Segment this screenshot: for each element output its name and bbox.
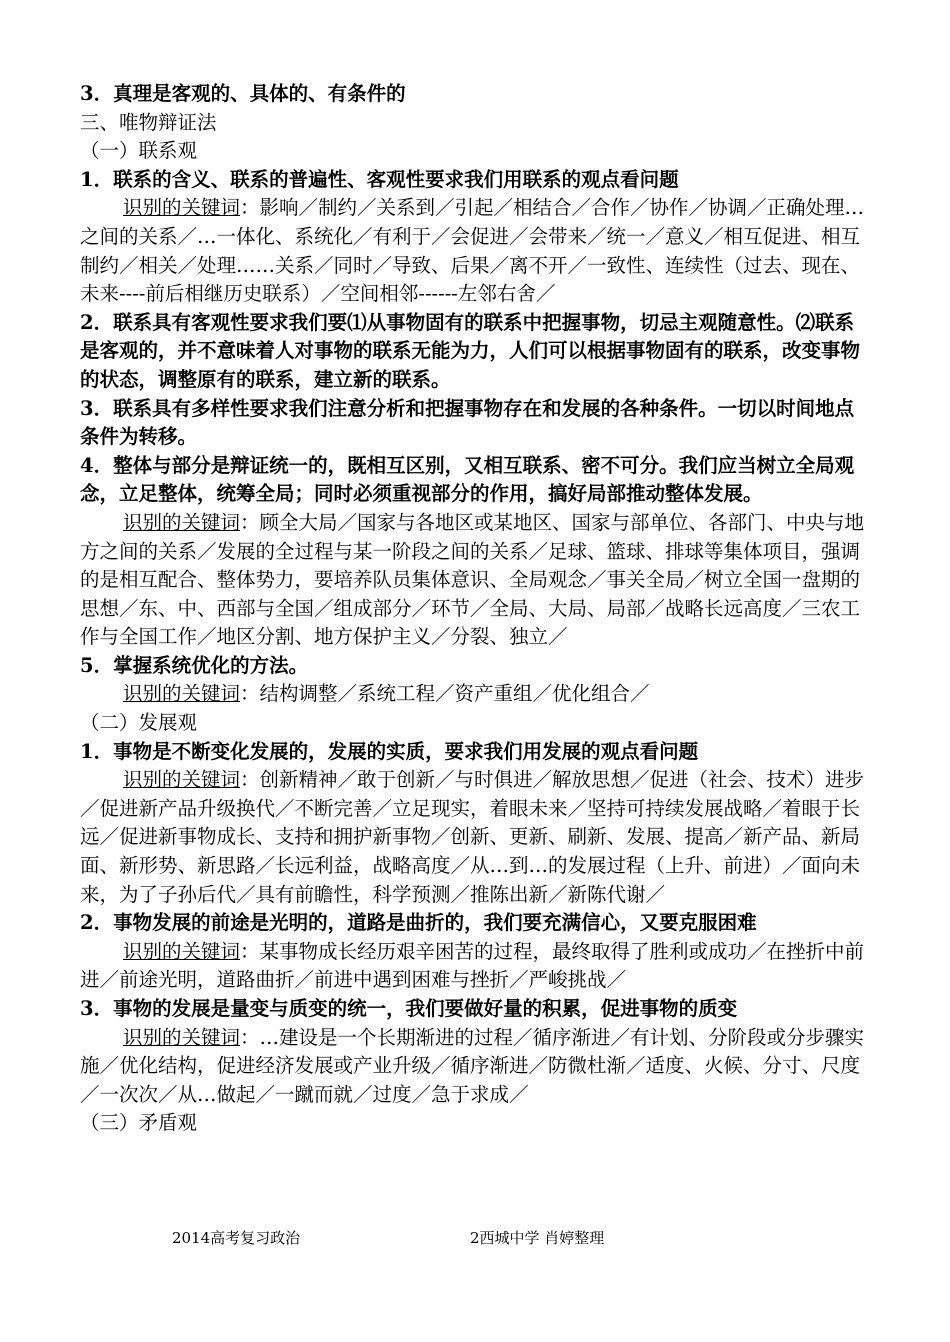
keyword-paragraph: [80, 766, 872, 909]
keyword-label: 识别的关键词: [123, 1025, 241, 1049]
keyword-paragraph: [80, 938, 872, 995]
keyword-label: 识别的关键词: [123, 196, 241, 220]
point-heading: 2．事物发展的前途是光明的，道路是曲折的，我们要充满信心，又要克服困难: [80, 911, 757, 935]
point-heading: 4．整体与部分是辩证统一的，既相互区别，又相互联系、密不可分。我们应当树立全局观念，立足整体，统筹全局；同时必须重视部分的作用，搞好局部推动整体发展。: [80, 453, 855, 506]
document-body: [80, 80, 872, 1138]
section-heading-dialectics: 三、唯物辩证法: [80, 110, 217, 134]
subsection-heading-development: （二）发展观: [80, 711, 198, 735]
point-heading: 5．掌握系统优化的方法。: [80, 653, 309, 677]
keyword-text: ：某事物成长经历艰辛困苦的过程，最终取得了胜利或成功／在挫折中前进／前途光明，道路曲折／前进中遇到困难与挫折／严峻挑战／: [80, 939, 865, 992]
keyword-text: ：结构调整／系统工程／资产重组／优化组合／: [240, 682, 650, 706]
keyword-paragraph: [80, 680, 872, 709]
keyword-label: 识别的关键词: [123, 768, 241, 792]
keyword-text: ：…建设是一个长期渐进的过程／循序渐进／有计划、分阶段或分步骤实施／优化结构，促进经济发展或产业升级／循序渐进／防微杜渐／适度、火候、分寸、尺度／一次次／从…做起／一蹴而就／过度／急于求成／: [80, 1025, 865, 1106]
keyword-paragraph: [80, 509, 872, 652]
point-heading: 1．联系的含义、联系的普遍性、客观性要求我们用联系的观点看问题: [80, 167, 679, 191]
point-heading: 2．联系具有客观性要求我们要⑴从事物固有的联系中把握事物，切忌主观随意性。⑵联系是客观的，并不意味着人对事物的联系无能为力，人们可以根据事物固有的联系，改变事物的状态，调整原有的联系，建立新的联系。: [80, 310, 861, 391]
keyword-text: ：影响／制约／关系到／引起／相结合／合作／协作／协调／正确处理…之间的关系／…一体化、系统化／有利于／会促进／会带来／统一／意义／相互促进、相互制约／相关／处理……关系／同时／导致、后果／离不开／一致性、连续性（过去、现在、未来----前后相继历史联系）／空间相邻------左邻右舍／: [80, 196, 865, 306]
keyword-paragraph: [80, 1024, 872, 1110]
heading-truth: 3．真理是客观的、具体的、有条件的: [80, 82, 406, 105]
keyword-label: 识别的关键词: [123, 510, 241, 534]
point-heading: 3．联系具有多样性要求我们注意分析和把握事物存在和发展的各种条件。一切以时间地点条件为转移。: [80, 396, 855, 449]
keyword-text: ：创新精神／敢于创新／与时俱进／解放思想／促进（社会、技术）进步／促进新产品升级换代／不断完善／立足现实，着眼未来／坚持可持续发展战略／着眼于长远／促进新事物成长、支持和拥护新事物／创新、更新、刷新、发展、提高／新产品、新局面、新形势、新思路／长远利益，战略高度／从…到…的发展过程（上升、前进）／面向未来，为了子孙后代／具有前瞻性，科学预测／推陈出新／新陈代谢／: [80, 768, 865, 906]
keyword-text: ：顾全大局／国家与各地区或某地区、国家与部单位、各部门、中央与地方之间的关系／发展的全过程与某一阶段之间的关系／足球、篮球、排球等集体项目，强调的是相互配合、整体势力，要培养队员集体意识、全局观念／事关全局／树立全国一盘期的思想／东、中、西部与全国／组成部分／环节／全局、大局、局部／战略长远高度／三农工作与全国工作／地区分割、地方保护主义／分裂、独立／: [80, 510, 865, 649]
keyword-label: 识别的关键词: [123, 939, 241, 963]
point-heading: 3．事物的发展是量变与质变的统一，我们要做好量的积累，促进事物的质变: [80, 997, 738, 1020]
footer-right: 2西城中学 肖婷整理: [470, 1229, 605, 1247]
footer-left: 2014高考复习政治: [172, 1229, 301, 1247]
point-heading: 1．事物是不断变化发展的，发展的实质，要求我们用发展的观点看问题: [80, 739, 699, 763]
subsection-heading-contradiction: （三）矛盾观: [80, 1111, 198, 1135]
keyword-label: 识别的关键词: [123, 682, 241, 706]
subsection-heading-connection: （一）联系观: [80, 139, 198, 163]
keyword-paragraph: [80, 194, 872, 308]
